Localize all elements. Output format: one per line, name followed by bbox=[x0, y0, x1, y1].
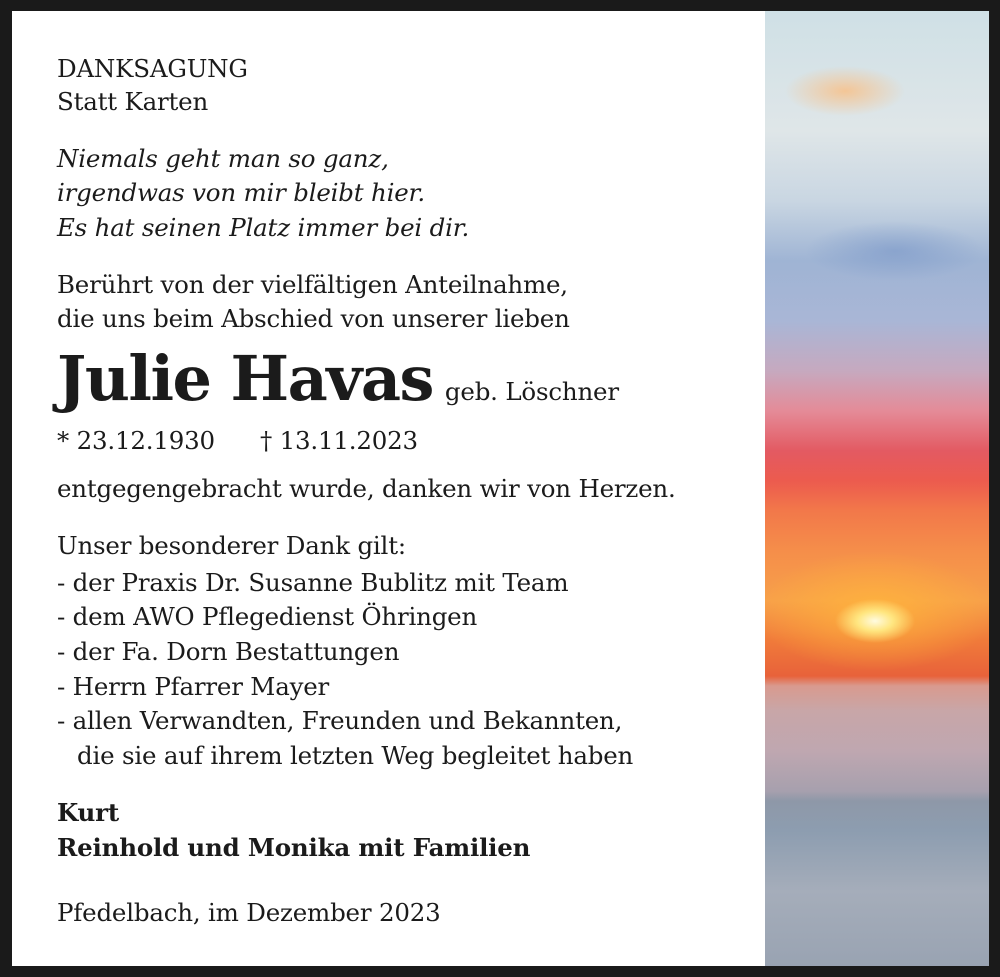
poem-line: irgendwas von mir bleibt hier. bbox=[57, 178, 425, 207]
deceased-name-line bbox=[57, 344, 619, 427]
subtitle: Statt Karten bbox=[57, 87, 209, 116]
signature: Kurt bbox=[57, 798, 119, 827]
maiden-name: geb. Löschner bbox=[444, 377, 619, 406]
dates bbox=[57, 426, 418, 456]
thanks-item: - Herrn Pfarrer Mayer bbox=[57, 672, 330, 701]
place-date: Pfedelbach, im Dezember 2023 bbox=[57, 898, 441, 927]
thanks-item-continuation: die sie auf ihrem letzten Weg begleitet haben bbox=[77, 741, 634, 770]
birth-date: * 23.12.1930 bbox=[57, 426, 215, 455]
thanks-item: - der Fa. Dorn Bestattungen bbox=[57, 637, 400, 666]
thanks-item: - dem AWO Pflegedienst Öhringen bbox=[57, 602, 478, 631]
closing-line: entgegengebracht wurde, danken wir von Herzen. bbox=[57, 474, 676, 503]
thanks-item: - der Praxis Dr. Susanne Bublitz mit Team bbox=[57, 568, 569, 597]
intro-line: die uns beim Abschied von unserer lieben bbox=[57, 304, 570, 333]
thanks-item: - allen Verwandten, Freunden und Bekannten, bbox=[57, 706, 623, 735]
poem-line: Niemals geht man so ganz, bbox=[57, 144, 389, 173]
title: DANKSAGUNG bbox=[57, 54, 248, 83]
poem-line: Es hat seinen Platz immer bei dir. bbox=[57, 213, 470, 242]
thanks-heading: Unser besonderer Dank gilt: bbox=[57, 531, 406, 560]
death-date: † 13.11.2023 bbox=[260, 426, 418, 455]
sunset-photo bbox=[765, 11, 989, 966]
deceased-name: Julie Havas bbox=[57, 342, 433, 415]
signature: Reinhold und Monika mit Familien bbox=[57, 833, 531, 862]
intro-line: Berührt von der vielfältigen Anteilnahme, bbox=[57, 270, 568, 299]
